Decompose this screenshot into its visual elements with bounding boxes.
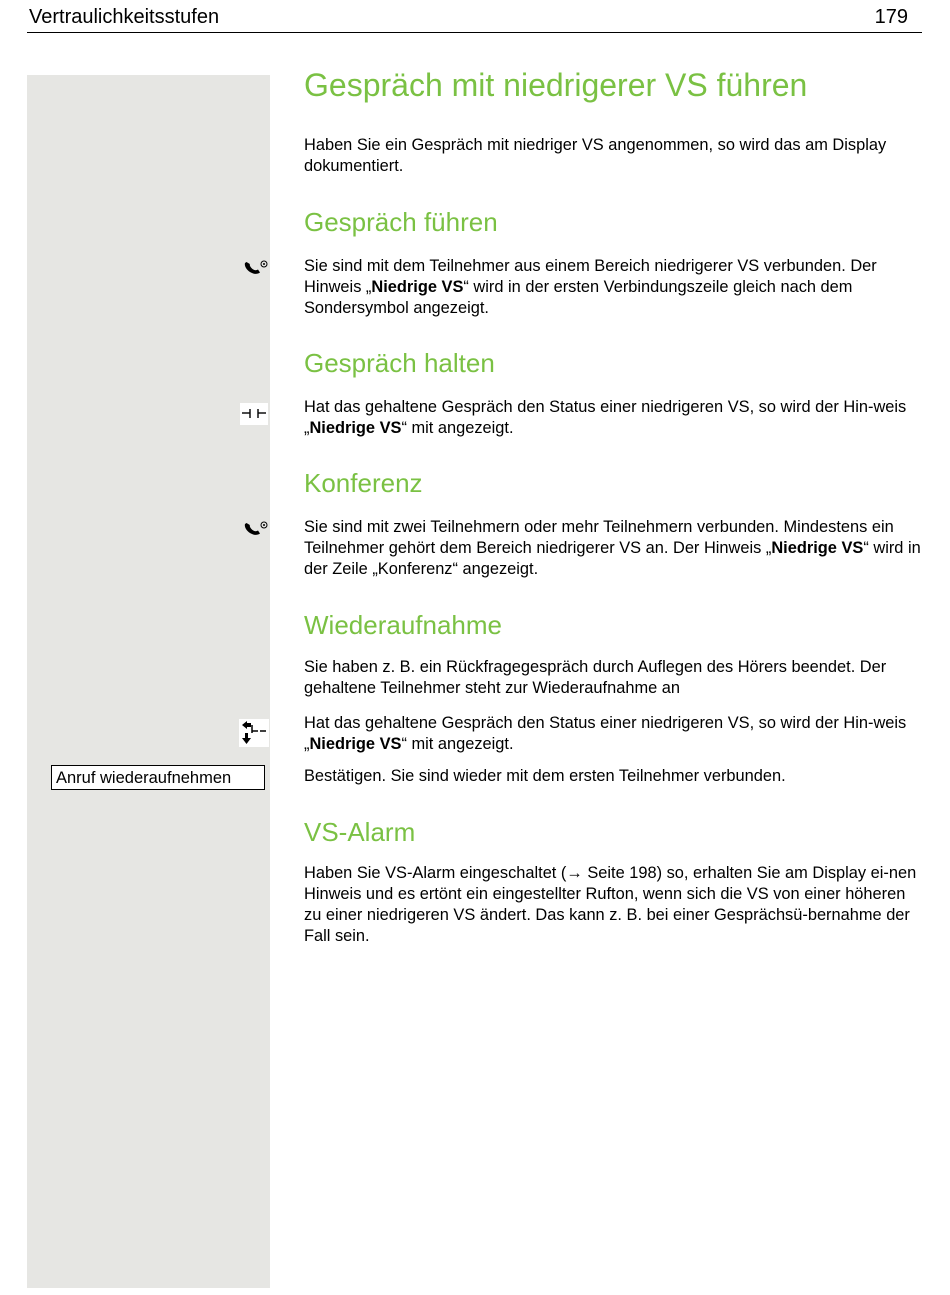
gesprach-halten-bold: Niedrige VS: [309, 419, 402, 437]
header-title: Vertraulichkeitsstufen: [29, 6, 220, 28]
anruf-wiederaufnehmen-button[interactable]: Anruf wiederaufnehmen: [51, 765, 265, 790]
konferenz-text-1: Sie sind mit zwei Teilnehmern oder mehr Teilnehmern verbunden. Mindestens ein Teilnehmer gehört dem Bereich niedrigerer VS an. Der Hinweis „: [304, 518, 894, 557]
gesprach-fuhren-text: [304, 256, 926, 319]
konferenz-bold: Niedrige VS: [771, 539, 864, 557]
wiederaufnahme-bold: Niedrige VS: [309, 735, 402, 753]
gesprach-fuhren-text-1: Sie sind mit dem Teilnehmer aus einem Bereich niedrigerer VS verbunden. Der Hinweis „: [304, 257, 877, 296]
page-title: Gespräch mit niedrigerer VS führen: [304, 67, 808, 103]
wiederaufnahme-text-2: “ mit angezeigt.: [401, 735, 514, 753]
wiederaufnahme-intro: Sie haben z. B. ein Rückfragegespräch durch Auflegen des Hörers beendet. Der gehaltene Teilnehmer steht zur Wiederaufnahme an: [304, 658, 887, 697]
gesprach-fuhren-text-2: “ wird in der ersten Verbindungszeile gleich nach dem Sondersymbol angezeigt.: [304, 278, 853, 317]
confirm-text: Bestätigen. Sie sind wieder mit dem ersten Teilnehmer verbunden.: [304, 767, 786, 785]
header-rule: [27, 32, 922, 33]
gesprach-halten-text: [304, 397, 926, 439]
wiederaufnahme-text-1: Hat das gehaltene Gespräch den Status einer niedrigeren VS, so wird der Hin-weis „: [304, 714, 907, 753]
section-heading-konferenz: Konferenz: [304, 468, 423, 498]
page-number: 179: [874, 6, 908, 28]
resume-call-icon: [239, 719, 269, 747]
section-heading-gesprach-halten: Gespräch halten: [304, 348, 495, 378]
vs-alarm-text-2: Seite 198) so, erhalten Sie am Display ei-nen Hinweis und es ertönt ein eingestellter Rufton, wenn sich die VS von einer höheren zu einer niedrigeren VS ändert. Das kann z. B. bei einer Gesprächsü-bernahme der Fall sein.: [304, 864, 917, 945]
vs-alarm-text-1: Haben Sie VS-Alarm eingeschaltet (: [304, 864, 567, 882]
wiederaufnahme-text: [304, 713, 926, 755]
intro-text: Haben Sie ein Gespräch mit niedriger VS angenommen, so wird das am Display dokumentiert.: [304, 136, 887, 175]
vs-alarm-text: [304, 863, 926, 947]
gesprach-fuhren-bold: Niedrige VS: [371, 278, 464, 296]
hold-icon: [240, 403, 268, 425]
section-heading-gesprach-fuhren: Gespräch führen: [304, 207, 498, 237]
section-heading-wiederaufnahme: Wiederaufnahme: [304, 610, 502, 640]
konferenz-text: [304, 517, 926, 580]
konferenz-text-2: “ wird in der Zeile „Konferenz“ angezeigt.: [304, 539, 921, 578]
gesprach-halten-text-2: “ mit angezeigt.: [401, 419, 514, 437]
handset-icon: [241, 258, 269, 278]
gesprach-halten-text-1: Hat das gehaltene Gespräch den Status einer niedrigeren VS, so wird der Hin-weis „: [304, 398, 907, 437]
handset-icon: [241, 519, 269, 539]
section-heading-vs-alarm: VS-Alarm: [304, 817, 416, 847]
page-reference-arrow: →: [566, 864, 583, 882]
sidebar-column: [27, 75, 270, 1288]
